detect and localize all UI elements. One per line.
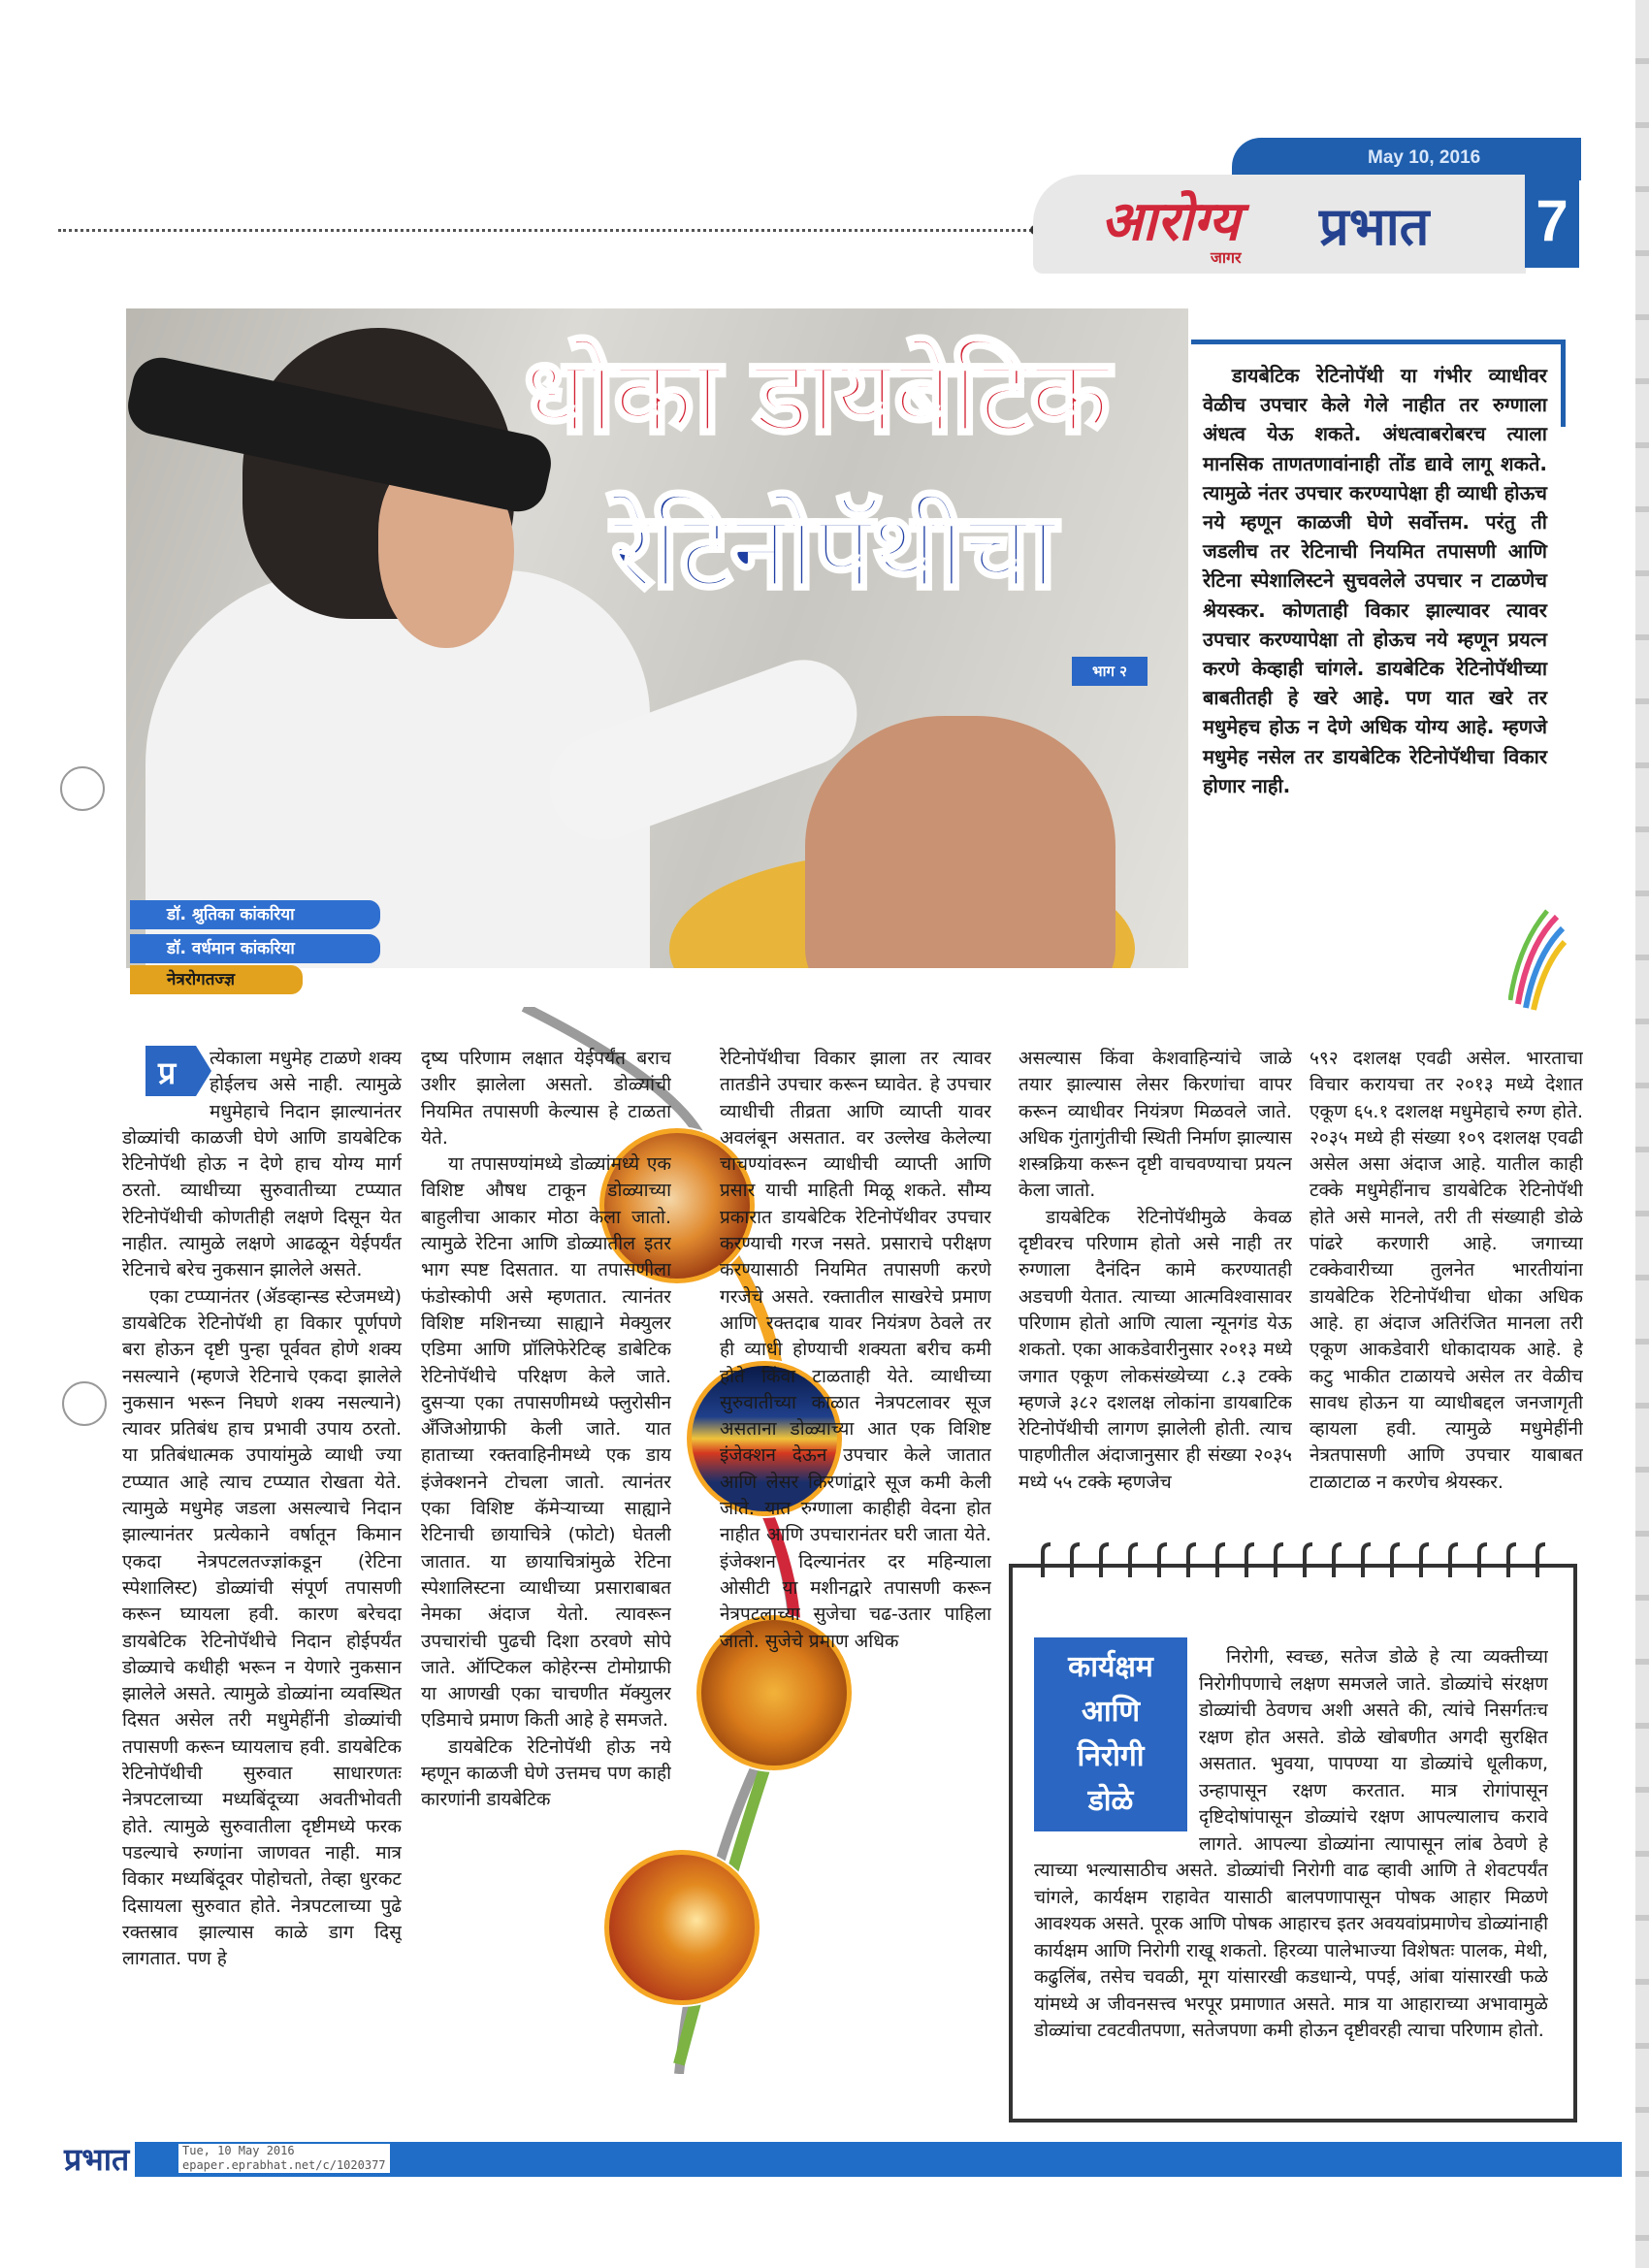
logo-arogya: आरोग्य xyxy=(1101,189,1240,253)
punch-hole xyxy=(62,1381,107,1426)
issue-date: May 10, 2016 xyxy=(1368,147,1481,168)
sidebar-title xyxy=(1034,1637,1187,1831)
sidebar-title-line: निरोगी xyxy=(1077,1739,1145,1773)
page-number: 7 xyxy=(1525,175,1579,268)
paragraph: ५९२ दशलक्ष एवढी असेल. भारताचा विचार करायचा तर २०१३ मध्ये देशात एकूण ६५.१ दशलक्ष मधुमेहाचे रुग्ण होते. २०३५ मध्ये ही संख्या १०९ दशलक्ष एवढी असेल असा अंदाज आहे. यातील काही टक्के मधुमेहींनाच डायबेटिक रेटिनोपॅथी होते असे मानले, तरी ती संख्याही डोळे पांढरे करणारी आहे. जगाच्या टक्केवारीच्या तुलनेत भारतीयांना डायबेटिक रेटिनोपॅथीचा धोका अधिक आहे. हा अंदाज अतिरंजित मानला तरी एकूण आकडेवारी धोकादायक आहे. हे कटु भाकीत टाळायचे असेल तर वेळीच सावध होऊन या व्याधीबद्दल जनजागृती व्हायला हवी. त्यामुळे मधुमेहींनी नेत्रतपासणी आणि उपचार याबाबत टाळाटाळ न करणेच श्रेयस्कर. xyxy=(1310,1048,1583,1493)
dropcap-spacer xyxy=(122,1046,210,1123)
footer-meta xyxy=(178,2144,390,2173)
paragraph: त्येकाला मधुमेह टाळणे शक्य होईलच असे नाही. त्यामुळे मधुमेहाचे निदान झाल्यानंतर डोळ्यांची काळजी घेणे आणि डायबेटिक रेटिनोपॅथी होऊ न देणे हाच योग्य मार्ग ठरतो. व्याधीच्या सुरुवातीच्या टप्प्यात रेटिनोपॅथीची कोणतीही लक्षणे दिसून येत नाहीत. त्यामुळे लक्षणे आढळून येईपर्यंत रेटिनाचे बरेच नुकसान झालेले असते. xyxy=(122,1048,402,1281)
footer-url: epaper.eprabhat.net/c/1020377 xyxy=(182,2158,386,2172)
patient-face xyxy=(805,716,1116,968)
byline-author2: डॉ. वर्धमान कांकरिया xyxy=(130,934,380,963)
logo-jagar: जागर xyxy=(1211,248,1242,267)
header-rule xyxy=(58,229,1038,232)
byline-author1: डॉ. श्रुतिका कांकरिया xyxy=(130,900,380,929)
sidebar-title-line: आणि xyxy=(1081,1695,1141,1729)
punch-hole xyxy=(60,766,105,811)
byline-role: नेत्ररोगतज्ज्ञ xyxy=(130,965,303,994)
article-column-2 xyxy=(421,1046,671,2113)
headline-line2: रेटिनोपॅथीचा xyxy=(611,491,1055,612)
paragraph: एका टप्प्यानंतर (ॲडव्हान्स्ड स्टेजमध्ये) डायबेटिक रेटिनोपॅथी हा विकार पूर्णपणे बरा होऊन दृष्टी पुन्हा पूर्ववत होणे शक्य नसल्याने (म्हणजे रेटिनाचे एकदा झालेले नुकसान भरून निघणे शक्य नसल्याने) त्यावर प्रतिबंध हाच प्रभावी उपाय ठरतो. या प्रतिबंधात्मक उपायांमुळे व्याधी ज्या टप्प्यात आहे त्याच टप्प्यात रोखता येते. त्यामुळे मधुमेह जडला असल्याचे निदान झाल्यानंतर प्रत्येकाने वर्षातून किमान एकदा नेत्रपटलतज्ज्ञांकडून (रेटिना स्पेशालिस्ट) डोळ्यांची संपूर्ण तपासणी करून घ्यायला हवी. कारण बरेचदा डायबेटिक रेटिनोपॅथीचे निदान होईपर्यंत डोळ्याचे कधीही भरून न येणारे नुकसान झालेले असते. त्यामुळे डोळ्यांना व्यवस्थित दिसत असेल तरी मधुमेहींनी डोळ्यांची तपासणी करून घ्यायलाच हवी. डायबेटिक रेटिनोपॅथीची सुरुवात साधारणतः नेत्रपटलाच्या मध्यबिंदूच्या अवतीभोवती होते. त्यामुळे सुरुवातीला दृष्टीमध्ये फरक पडल्याचे रुग्णांना जाणवत नाही. मात्र विकार मध्यबिंदूवर पोहोचतो, तेव्हा धुरकट दिसायला सुरुवात होते. नेत्रपटलाच्या पुढे रक्तस्राव झाल्यास काळे डाग दिसू लागतात. पण हे xyxy=(122,1285,402,1970)
paragraph: असल्यास किंवा केशवाहिन्यांचे जाळे तयार झाल्यास लेसर किरणांचा वापर करून व्याधीवर नियंत्रण मिळवले जाते. अधिक गुंतागुंतीची स्थिती निर्माण झाल्यास शस्त्रक्रिया करून दृष्टी वाचवण्याचा प्रयत्न केला जातो. xyxy=(1018,1048,1292,1202)
article-column-5 xyxy=(1310,1046,1583,1521)
paragraph: दृष्य परिणाम लक्षात येईपर्यंत बराच उशीर झालेला असतो. डोळ्यांची नियमित तपासणी केल्यास हे टाळता येते. xyxy=(421,1048,671,1149)
footer-date: Tue, 10 May 2016 xyxy=(182,2144,295,2157)
article-column-3 xyxy=(720,1046,991,2132)
paragraph: डायबेटिक रेटिनोपॅथीमुळे केवळ दृष्टीवरच परिणाम होतो असे नाही तर रुग्णाला दैनंदिन कामे करण्यातही अडचणी येतात. त्याच्या आत्मविश्वासावर परिणाम होतो आणि त्याला न्यूनगंड येऊ शकतो. एका आकडेवारीनुसार २०१३ मध्ये जगात एकूण लोकसंख्येच्या ८.३ टक्के म्हणजे ३८२ दशलक्ष लोकांना डायबाटिक रेटिनोपॅथीची लागण झालेली होती. त्याच पाहणीतील अंदाजानुसार ही संख्या २०३५ मध्ये ५५ टक्के म्हणजेच xyxy=(1018,1206,1292,1493)
paragraph: रेटिनोपॅथीचा विकार झाला तर त्यावर तातडीने उपचार करून घ्यावेत. हे उपचार व्याधीची तीव्रता आणि व्याप्ती यावर अवलंबून असतात. वर उल्लेख केलेल्या चाचण्यांवरून व्याधीची व्याप्ती आणि प्रसार याची माहिती मिळू शकते. सौम्य प्रकारात डायबेटिक रेटिनोपॅथीवर उपचार करण्याची गरज नसते. प्रसाराचे परीक्षण करण्यासाठी नियमित तपासणी करणे गरजेचे असते. रक्तातील साखरेचे प्रमाण आणि रक्तदाब यावर नियंत्रण ठेवले तर ही व्याधी होण्याची शक्यता बरीच कमी होते किंवा टाळताही येते. व्याधीच्या सुरुवातीच्या काळात नेत्रपटलावर सूज असताना डोळ्याच्या आत एक विशिष्ट इंजेक्शन देऊन उपचार केले जातात आणि लेसर किरणांद्वारे सूज कमी केली जाते. यात रुग्णाला काहीही वेदना होत नाहीत आणि उपचारानंतर घरी जाता येते. इंजेक्शन दिल्यानंतर दर महिन्याला ओसीटी या मशीनद्वारे तपासणी करून नेत्रपटलाच्या सुजेचा चढ-उतार पाहिला जातो. सुजेचे प्रमाण अधिक xyxy=(720,1048,991,1652)
part-badge: भाग २ xyxy=(1072,657,1148,686)
article-column-4 xyxy=(1018,1046,1292,1521)
headline-line1: धोका डायबेटिक xyxy=(524,336,1109,457)
intro-text xyxy=(1203,361,1547,800)
paragraph: डायबेटिक रेटिनोपॅथी होऊ नये म्हणून काळजी घेणे उत्तमच पण काही कारणांनी डायबेटिक xyxy=(421,1735,671,1811)
scan-edge xyxy=(1635,0,1649,2268)
paragraph: या तपासण्यांमध्ये डोळ्यांमध्ये एक विशिष्ट औषध टाकून डोळ्याच्या बाहुलीचा आकार मोठा केला जातो. त्यामुळे रेटिना आणि डोळ्यातील इतर भाग स्पष्ट दिसतात. या तपासणीला फंडोस्कोपी असे म्हणतात. त्यानंतर विशिष्ट मशिनच्या साह्याने मेक्युलर एडिमा आणि प्रॉलिफेरेटिव्ह डाबेटिक रेटिनोपॅथीचे परिक्षण केले जाते. दुसऱ्या एका तपासणीमध्ये फ्लुरोसीन ॲंजिओग्राफी केली जाते. यात हाताच्या रक्तवाहिनीमध्ये एक डाय इंजेक्शनने टोचला जातो. त्यानंतर एका विशिष्ट कॅमेऱ्याच्या साह्याने रेटिनाची छायाचित्रे (फोटो) घेतली जातात. या छायाचित्रांमुळे रेटिना स्पेशालिस्टना व्याधीच्या प्रसाराबाबत नेमका अंदाज येतो. त्यावरून उपचारांची पुढची दिशा ठरवणे सोपे जाते. ऑप्टिकल कोहेरन्स टोमोग्राफी या आणखी एका चाचणीत मॅक्युलर एडिमाचे प्रमाण किती आहे हे समजते. xyxy=(421,1153,671,1732)
sidebar-title-line: कार्यक्षम xyxy=(1068,1650,1153,1684)
notepad-rings-icon xyxy=(1033,1542,1547,1581)
dropcap-letter: प्र xyxy=(158,1054,177,1091)
decorative-stripes-icon xyxy=(1508,907,1567,1014)
footer-logo: प्रभात xyxy=(58,2142,135,2177)
intro-paragraph: डायबेटिक रेटिनोपॅथी या गंभीर व्याधीवर वेळीच उपचार केले गेले नाहीत तर रुग्णाला अंधत्व येऊ शकते. अंधत्वाबरोबरच त्याला मानसिक ताणतणावांनाही तोंड द्यावे लागू शकते. त्यामुळे नंतर उपचार करण्यापेक्षा ही व्याधी होऊच नये म्हणून काळजी घेणे सर्वोत्तम. परंतु ती जडलीच तर रेटिनाची नियमित तपासणी आणि रेटिना स्पेशालिस्टने सुचवलेले उपचार न टाळणेच श्रेयस्कर. कोणताही विकार झाल्यावर त्यावर उपचार करण्यापेक्षा तो होऊच नये म्हणून प्रयत्न करणे केव्हाही चांगले. डायबेटिक रेटिनोपॅथीच्या बाबतीतही हे खरे आहे. पण यात खरे तर मधुमेहच होऊ न देणे अधिक योग्य आहे. म्हणजे मधुमेह नसेल तर डायबेटिक रेटिनोपॅथीचा विकार होणार नाही. xyxy=(1203,364,1547,797)
intro-frame-side xyxy=(1561,340,1566,427)
logo-prabhat: प्रभात xyxy=(1319,195,1430,257)
article-column-1 xyxy=(122,1046,402,2113)
sidebar-paragraph: निरोगी, स्वच्छ, सतेज डोळे हे त्या व्यक्तीच्या निरोगीपणाचे लक्षण समजले जाते. डोळ्यांचे संरक्षण डोळ्यांची ठेवणच अशी असते की, त्यांचे निसर्गतःच रक्षण होत असते. डोळे खोबणीत अगदी सुरक्षित असतात. भुवया, पापण्या या डोळ्यांचे धूलीकण, उन्हापासून रक्षण करतात. मात्र रोगांपासून दृष्टिदोषांपासून डोळ्यांचे रक्षण आपल्यालाच करावे लागते. आपल्या डोळ्यांना त्यापासून लांब ठेवणे हे त्याच्या भल्यासाठीच असते. डोळ्यांची निरोगी वाढ व्हावी आणि ते शेवटपर्यंत चांगले, कार्यक्षम राहावेत यासाठी बालपणापासून पोषक आहार मिळणे आवश्यक असते. पूरक आणि पोषक आहारच इतर अवयवांप्रमाणेच डोळ्यांनाही कार्यक्षम आणि निरोगी राखू शकतो. हिरव्या पालेभाज्या विशेषतः पालक, मेथी, कढुलिंब, तसेच चवळी, मूग यांसारखी कडधान्ये, पपई, आंबा यांसारखी फळे यांमध्ये अ जीवनसत्त्व भरपूर प्रमाणात असते. मात्र या आहाराच्या अभावामुळे डोळ्यांचा टवटवीतपणा, सतेजपणा कमी होऊन दृष्टीवरही त्याचा परिणाम होतो. xyxy=(1034,1646,1548,2041)
sidebar-title-line: डोळे xyxy=(1087,1784,1134,1818)
intro-frame-top xyxy=(1191,340,1565,344)
